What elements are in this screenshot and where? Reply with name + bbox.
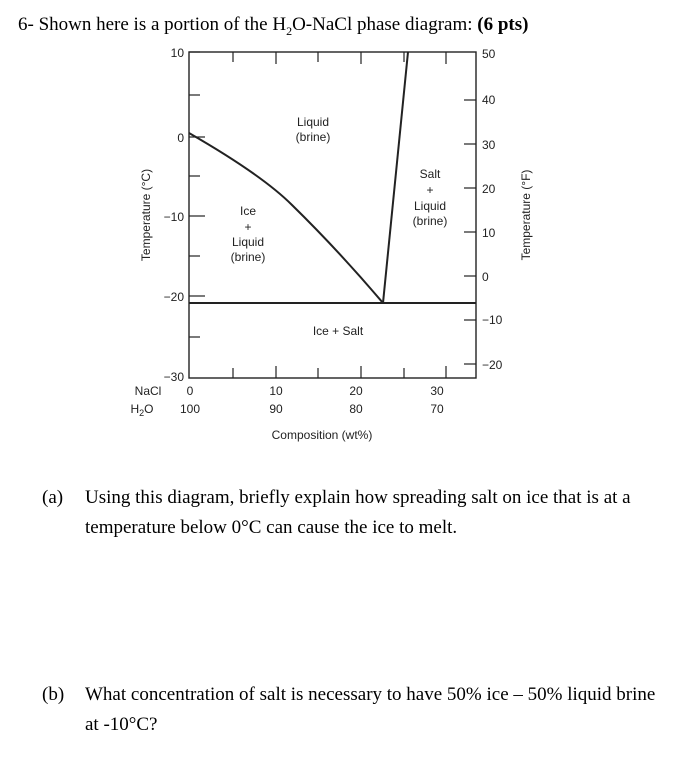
region-salt-liquid-label: Liquid bbox=[413, 199, 447, 213]
left-tick-label: −10 bbox=[163, 210, 184, 224]
right-tick-label: 20 bbox=[482, 182, 496, 196]
right-tick-label: 10 bbox=[482, 226, 496, 240]
left-tick-labels bbox=[164, 46, 185, 384]
region-salt-liquid-label: Salt bbox=[419, 167, 441, 181]
h2o-tick-label: 100 bbox=[179, 402, 201, 416]
region-liquid-label: (brine) bbox=[295, 130, 331, 144]
right-tick-label: −20 bbox=[482, 358, 503, 372]
right-tick-label: 40 bbox=[482, 93, 496, 107]
h2o-row-label: $H_2O$ bbox=[130, 402, 154, 418]
title-text-part1: 6- Shown here is a portion of the H bbox=[18, 14, 287, 35]
nacl-tick-label: 30 bbox=[430, 384, 444, 398]
left-axis-title: Temperature (°C) bbox=[139, 168, 153, 262]
right-ticks bbox=[464, 100, 476, 364]
x-tick-labels bbox=[130, 384, 444, 442]
title-subscript: 2 bbox=[286, 23, 293, 38]
liquidus-salt-line bbox=[383, 52, 408, 303]
right-tick-label: 0 bbox=[482, 270, 489, 284]
part-b-text: What concentration of salt is necessary to have 50% ice – 50% liquid brine at -10°C? bbox=[85, 684, 656, 735]
left-ticks bbox=[189, 52, 205, 337]
right-tick-labels bbox=[482, 47, 503, 372]
right-tick-label: 30 bbox=[482, 138, 496, 152]
nacl-row-label: NaCl bbox=[134, 384, 162, 398]
part-b-letter: (b) bbox=[42, 684, 65, 705]
region-ice-liquid-label: Ice bbox=[239, 204, 257, 218]
region-liquid-label: Liquid bbox=[296, 115, 330, 129]
region-ice-liquid-label: + bbox=[244, 220, 252, 234]
liquidus-ice-line bbox=[189, 133, 383, 303]
region-ice-salt-label: Ice + Salt bbox=[312, 324, 364, 338]
title-points: (6 pts) bbox=[477, 14, 529, 35]
left-tick-label: 10 bbox=[170, 46, 184, 60]
nacl-tick-label: 10 bbox=[269, 384, 283, 398]
left-tick-label: −20 bbox=[163, 290, 184, 304]
part-a-text: Using this diagram, briefly explain how spreading salt on ice that is at a temperature below 0°C can cause the ice to melt. bbox=[85, 487, 631, 538]
region-ice-liquid-label: Liquid bbox=[231, 235, 265, 249]
nacl-tick-label: 20 bbox=[349, 384, 363, 398]
part-a-letter: (a) bbox=[42, 487, 64, 508]
region-labels bbox=[231, 115, 448, 338]
right-axis-title: Temperature (°F) bbox=[519, 169, 533, 261]
x-axis-title: Composition (wt%) bbox=[271, 428, 373, 442]
h2o-tick-label: 90 bbox=[269, 402, 283, 416]
left-tick-label: −30 bbox=[163, 370, 184, 384]
region-salt-liquid-label: (brine) bbox=[412, 214, 448, 228]
title-text-part2: O-NaCl phase diagram: bbox=[292, 14, 478, 35]
right-tick-label: −10 bbox=[482, 313, 503, 327]
region-ice-liquid-label: (brine) bbox=[230, 250, 266, 264]
h2o-tick-label: 70 bbox=[430, 402, 444, 416]
right-tick-label: 50 bbox=[482, 47, 496, 61]
region-salt-liquid-label: + bbox=[426, 183, 434, 197]
nacl-tick-label: 0 bbox=[186, 384, 194, 398]
h2o-tick-label: 80 bbox=[349, 402, 363, 416]
left-tick-label: 0 bbox=[177, 131, 184, 145]
